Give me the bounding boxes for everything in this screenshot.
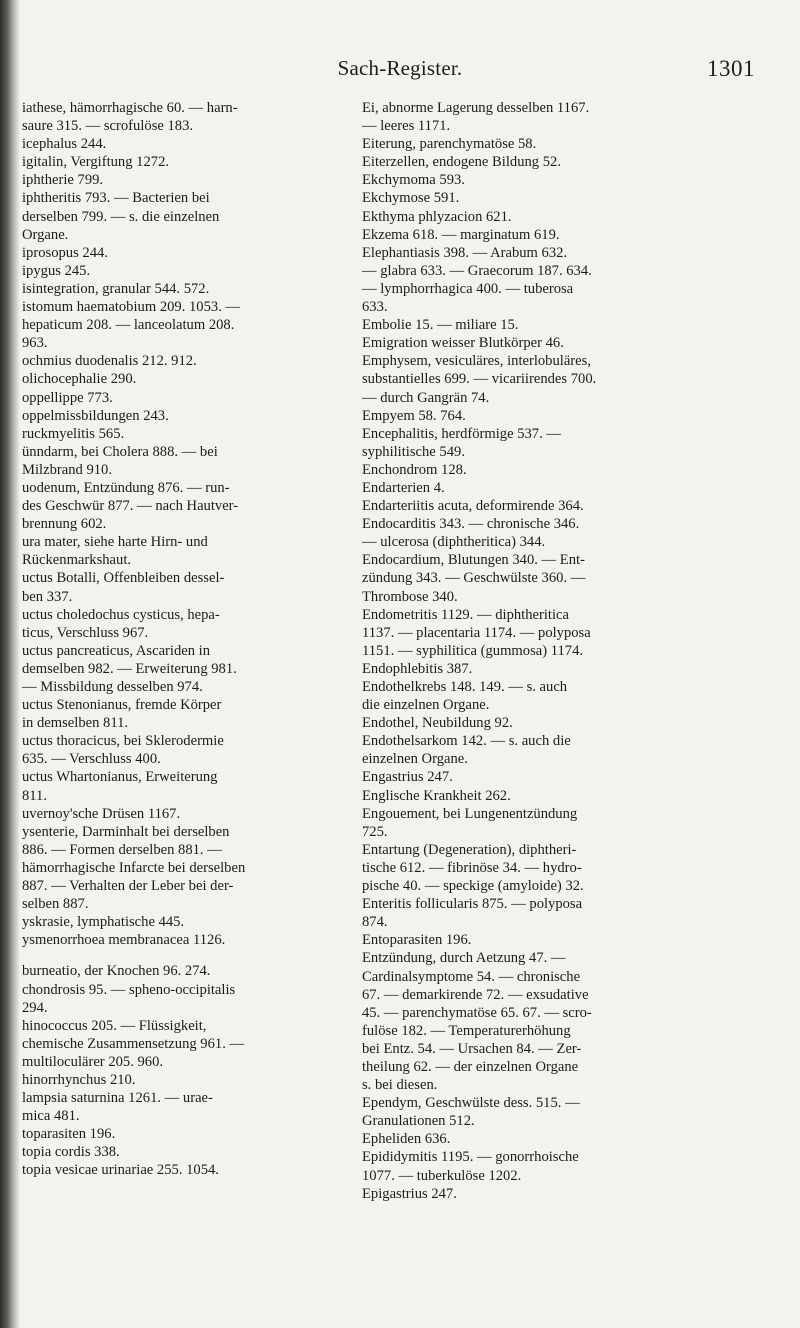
index-entry: hinorrhynchus 210. (22, 1071, 136, 1088)
index-entry: chondrosis 95. — spheno-occipitalis 294. (22, 981, 236, 1016)
page-title: Sach-Register. (337, 56, 463, 80)
index-entry: Ekzema 618. — marginatum 619. (362, 226, 560, 243)
index-entry: Entartung (Degeneration), diphtheri- tische 612. — fibrinöse 34. — hydro- pische 40. — speckige (amyloide) 32. (362, 841, 584, 895)
index-entry: Ekchymose 591. (362, 190, 460, 207)
index-entry: Emphysem, vesiculäres, interlobuläres, substantielles 699. — vicariirendes 700. — durch Gangrän 74. (362, 353, 597, 406)
page-header (0, 56, 800, 86)
index-entry: Enteritis follicularis 875. — polyposa 874. (362, 896, 583, 931)
index-entry: Ependym, Geschwülste dess. 515. — Granulationen 512. (362, 1095, 580, 1130)
index-entry: yskrasie, lymphatische 445. (22, 914, 185, 931)
index-entry: ysenterie, Darminhalt bei derselben 886. — Formen derselben 881. — hämorrhagische Infarcte bei derselben 887. — Verhalten der Leber bei der- selben 887. (22, 823, 246, 913)
index-entry: iprosopus 244. (22, 244, 108, 261)
index-entry: uctus choledochus cysticus, hepa- ticus, Verschluss 967. (22, 606, 220, 641)
index-entry: uctus pancreaticus, Ascariden in demselben 982. — Erweiterung 981. — Missbildung desselben 974. (22, 642, 237, 695)
index-entry: ruckmyelitis 565. (22, 425, 125, 442)
index-entry: ysmenorrhoea membranacea 1126. (22, 932, 226, 949)
index-entry: Endothelsarkom 142. — s. auch die einzelnen Organe. (362, 733, 571, 768)
index-entry: Eiterzellen, endogene Bildung 52. (362, 154, 561, 171)
index-entry: uctus thoracicus, bei Sklerodermie 635. — Verschluss 400. (22, 733, 224, 768)
index-entry: Endothelkrebs 148. 149. — s. auch die einzelnen Organe. (362, 679, 568, 714)
index-entry: Endocardium, Blutungen 340. — Ent- zündung 343. — Geschwülste 360. — Thrombose 340. (362, 552, 586, 605)
index-entry: Endocarditis 343. — chronische 346. — ulcerosa (diphtheritica) 344. (362, 516, 580, 551)
index-entry: uvernoy'sche Drüsen 1167. (22, 805, 181, 822)
index-entry: oppelmissbildungen 243. (22, 407, 169, 424)
page-number: 1301 (707, 56, 755, 81)
index-entry: toparasiten 196. (22, 1126, 116, 1143)
index-entry: Entoparasiten 196. (362, 932, 472, 949)
section-gap (22, 949, 340, 962)
index-entry: istomum haematobium 209. 1053. — hepaticum 208. — lanceolatum 208. 963. (22, 299, 241, 352)
index-entry: iphtherie 799. (22, 172, 104, 189)
index-entry: Eiterung, parenchymatöse 58. (362, 136, 537, 153)
index-entry: Epigastrius 247. (362, 1185, 457, 1202)
index-entry: uctus Stenonianus, fremde Körper in demselben 811. (22, 697, 222, 732)
index-entry: Entzündung, durch Aetzung 47. — Cardinalsymptome 54. — chronische 67. — demarkirende 72. — exsudative 45. — parenchymatöse 65. 67. — scro- fulöse 182. — Temperaturerhöhung bei Entz. 54. — Ursachen 84. — Zer- theilung 62. — der einzelnen Organe s. bei diesen. (362, 950, 592, 1094)
index-entry: Epididymitis 1195. — gonorrhoische 1077. — tuberkulöse 1202. (362, 1149, 579, 1184)
index-entry: Empyem 58. 764. (362, 407, 466, 424)
index-entry: Elephantiasis 398. — Arabum 632. — glabra 633. — Graecorum 187. 634. — lymphorrhagica 400. — tuberosa 633. (362, 244, 592, 316)
index-entry: icephalus 244. (22, 136, 107, 153)
index-entry: topia vesicae urinariae 255. 1054. (22, 1162, 219, 1179)
index-entry: lampsia saturnina 1261. — urae- mica 481. (22, 1090, 213, 1125)
index-entry: Encephalitis, herdförmige 537. — syphilitische 549. (362, 425, 561, 460)
index-entry: Endophlebitis 387. (362, 660, 473, 677)
index-entry: Epheliden 636. (362, 1131, 451, 1148)
index-entry: igitalin, Vergiftung 1272. (22, 154, 170, 171)
index-entry: burneatio, der Knochen 96. 274. (22, 963, 211, 980)
index-entry: Enchondrom 128. (362, 461, 467, 478)
left-column (22, 99, 340, 1180)
index-entry: uctus Whartonianus, Erweiterung 811. (22, 769, 218, 804)
index-entry: Embolie 15. — miliare 15. (362, 317, 519, 334)
index-entry: hinococcus 205. — Flüssigkeit, chemische Zusammensetzung 961. — multiloculärer 205. 960. (22, 1017, 245, 1070)
index-entry: Engouement, bei Lungenentzündung 725. (362, 805, 578, 840)
index-entry: Endometritis 1129. — diphtheritica 1137. — placentaria 1174. — polyposa 1151. — syphilitica (gummosa) 1174. (362, 606, 591, 659)
index-entry: topia cordis 338. (22, 1144, 120, 1161)
index-entry: Emigration weisser Blutkörper 46. (362, 335, 564, 352)
index-entry: ipygus 245. (22, 262, 91, 279)
index-entry: Ekchymoma 593. (362, 172, 465, 189)
index-entry: ura mater, siehe harte Hirn- und Rückenmarkshaut. (22, 534, 208, 569)
index-entry: Ekthyma phlyzacion 621. (362, 208, 512, 225)
book-binding-shadow (0, 0, 20, 1328)
index-entry: uctus Botalli, Offenbleiben dessel- ben 337. (22, 570, 225, 605)
index-entry: Englische Krankheit 262. (362, 787, 511, 804)
index-entry: Engastrius 247. (362, 769, 453, 786)
index-entry: Ei, abnorme Lagerung desselben 1167. — leeres 1171. (362, 100, 590, 135)
index-entry: uodenum, Entzündung 876. — run- des Geschwür 877. — nach Hautver- brennung 602. (22, 479, 239, 533)
index-entry: Endarteriitis acuta, deformirende 364. (362, 498, 584, 515)
index-entry: Endarterien 4. (362, 479, 445, 496)
index-entry: iathese, hämorrhagische 60. — harn- saure 315. — scrofulöse 183. (22, 100, 238, 135)
index-entry: Endothel, Neubildung 92. (362, 715, 513, 732)
index-entry: olichocephalie 290. (22, 371, 137, 388)
index-entry: ochmius duodenalis 212. 912. (22, 353, 197, 370)
index-entry: iphtheritis 793. — Bacterien bei derselben 799. — s. die einzelnen Organe. (22, 190, 220, 243)
right-column (362, 99, 756, 1203)
index-entry: isintegration, granular 544. 572. (22, 280, 210, 297)
index-entry: ünndarm, bei Cholera 888. — bei Milzbrand 910. (22, 443, 218, 478)
index-entry: oppellippe 773. (22, 389, 113, 406)
